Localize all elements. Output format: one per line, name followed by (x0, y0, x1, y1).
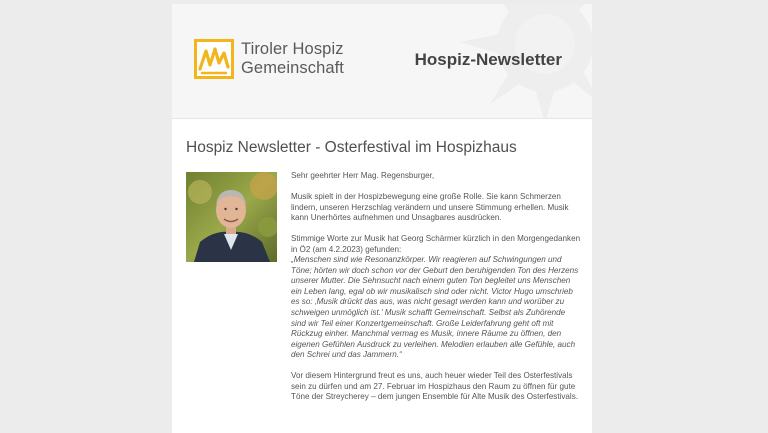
logo-line2: Gemeinschaft (241, 59, 344, 77)
paragraph-2-intro: Stimmige Worte zur Musik hat Georg Schärmer kürzlich in den Morgengedanken in Ö2 (am 4.2.2023) gefunden: (291, 234, 581, 254)
person-portrait-icon (186, 172, 277, 262)
logo-text (241, 40, 344, 78)
newsletter-card (172, 4, 592, 433)
paragraph-1: Musik spielt in der Hospizbewegung eine große Rolle. Sie kann Schmerzen lindern, unseren Herzschlag verändern und unsere Stimmung erhellen. Musik kann Unerhörtes aufnehmen und Unsagbares ausdrücken. (291, 192, 569, 223)
logo[interactable] (194, 39, 344, 79)
header-separator (172, 119, 592, 127)
logo-line1: Tiroler Hospiz (241, 40, 344, 58)
quote-wrapper (291, 255, 581, 360)
salutation: Sehr geehrter Herr Mag. Regensburger, (291, 171, 435, 180)
newsletter-header (172, 4, 592, 119)
newsletter-subject: Hospiz Newsletter - Osterfestival im Hospizhaus (186, 139, 517, 156)
music-quote: „Menschen sind wie Resonanzkörper. Wir reagieren auf Schwingungen und Töne; hörten wir doch schon vor der Geburt den beruhigenden Ton des Herzens unserer Mutter. Die Sehnsucht nach einem guten Ton begleitet uns Menschen ein Leben lang, egal ob wir musikalisch sind oder nicht. Victor Hugo umschrieb es so: ‚Musik drückt das aus, was nicht gesagt werden kann und worüber zu schweigen unmöglich ist.' Musik schafft Gemeinschaft. Selbst als Zuhörende sind wir Teil einer Konzertgemeinschaft. Große Leiderfahrung geht oft mit Rückzug einher. Manchmal vermag es Musik, innere Räume zu öffnen, den eigenen Gefühlen Ausdruck zu verleihen. Melodien erlauben alle Gefühle, auch den Schrei und das Jammern.“ (291, 255, 579, 360)
newsletter-content (172, 171, 592, 433)
hospiz-logo-icon (194, 39, 234, 79)
paragraph-3: Vor diesem Hintergrund freut es uns, auch heuer wieder Teil des Osterfestivals sein zu dürfen und am 27. Februar im Hospizhaus den Raum zu öffnen für gute Töne der Streycherey – dem jungen Ensemble für Alte Musik des Osterfestivals. (291, 371, 579, 402)
newsletter-title: Hospiz-Newsletter (414, 50, 562, 69)
newsletter-body (291, 171, 581, 413)
portrait-photo (186, 172, 277, 262)
